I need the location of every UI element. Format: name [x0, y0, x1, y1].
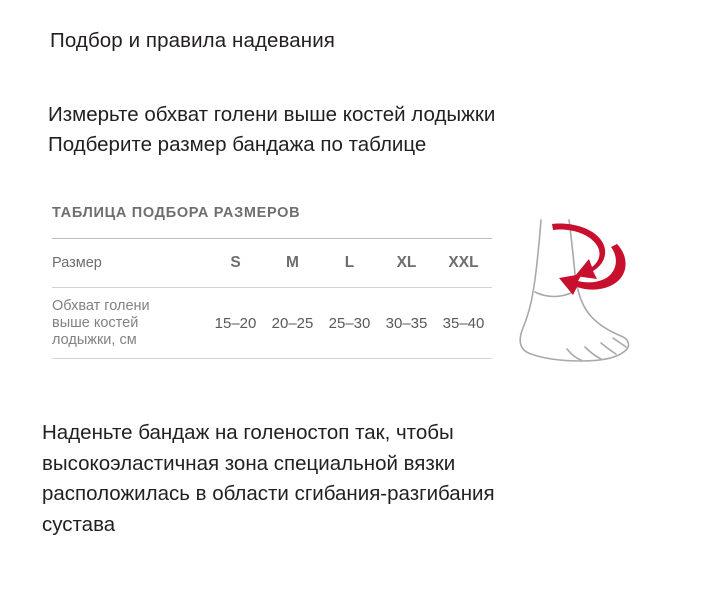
ankle-brace-illustration	[505, 218, 655, 388]
table-cell-xxl: 35–40	[442, 314, 485, 332]
table-row-label-line-1: Обхват голени	[52, 297, 150, 314]
table-header-size-s: S	[230, 254, 241, 271]
paragraph-line-4: сустава	[42, 512, 116, 536]
paragraph-line-2: высокоэластичная зона специальной вязки	[42, 451, 456, 475]
table-header-size-xl: XL	[396, 254, 417, 271]
table-cell-xl: 30–35	[385, 314, 428, 332]
table-row-label	[52, 298, 207, 349]
paragraph-line-3: расположилась в области сгибания-разгибания	[42, 482, 495, 505]
table-row-label-line-2: выше костей	[52, 314, 139, 331]
description-paragraph	[42, 418, 642, 540]
instruction-line-2: Подберите размер бандажа по таблице	[48, 133, 427, 156]
table-header-row	[52, 239, 492, 287]
table-header-size-m: M	[286, 254, 299, 271]
table-row	[52, 288, 492, 358]
table-rule-bottom	[52, 358, 492, 359]
table-cell-s: 15–20	[214, 314, 257, 332]
table-cell-l: 25–30	[328, 314, 371, 332]
table-header-size-l: L	[344, 254, 355, 271]
table-header-size-xxl: XXL	[448, 254, 479, 271]
instructions-block	[48, 100, 495, 160]
table-header-label: Размер	[52, 254, 102, 271]
size-table-title: ТАБЛИЦА ПОДБОРА РАЗМЕРОВ	[52, 205, 301, 221]
instruction-line-1: Измерьте обхват голени выше костей лодыжки	[48, 103, 496, 126]
table-cell-m: 20–25	[271, 314, 314, 332]
table-row-label-line-3: лодыжки, см	[52, 331, 137, 348]
size-table	[52, 205, 492, 359]
paragraph-line-1: Наденьте бандаж на голеностоп так, чтобы	[42, 421, 454, 444]
page-title: Подбор и правила надевания	[50, 29, 335, 52]
